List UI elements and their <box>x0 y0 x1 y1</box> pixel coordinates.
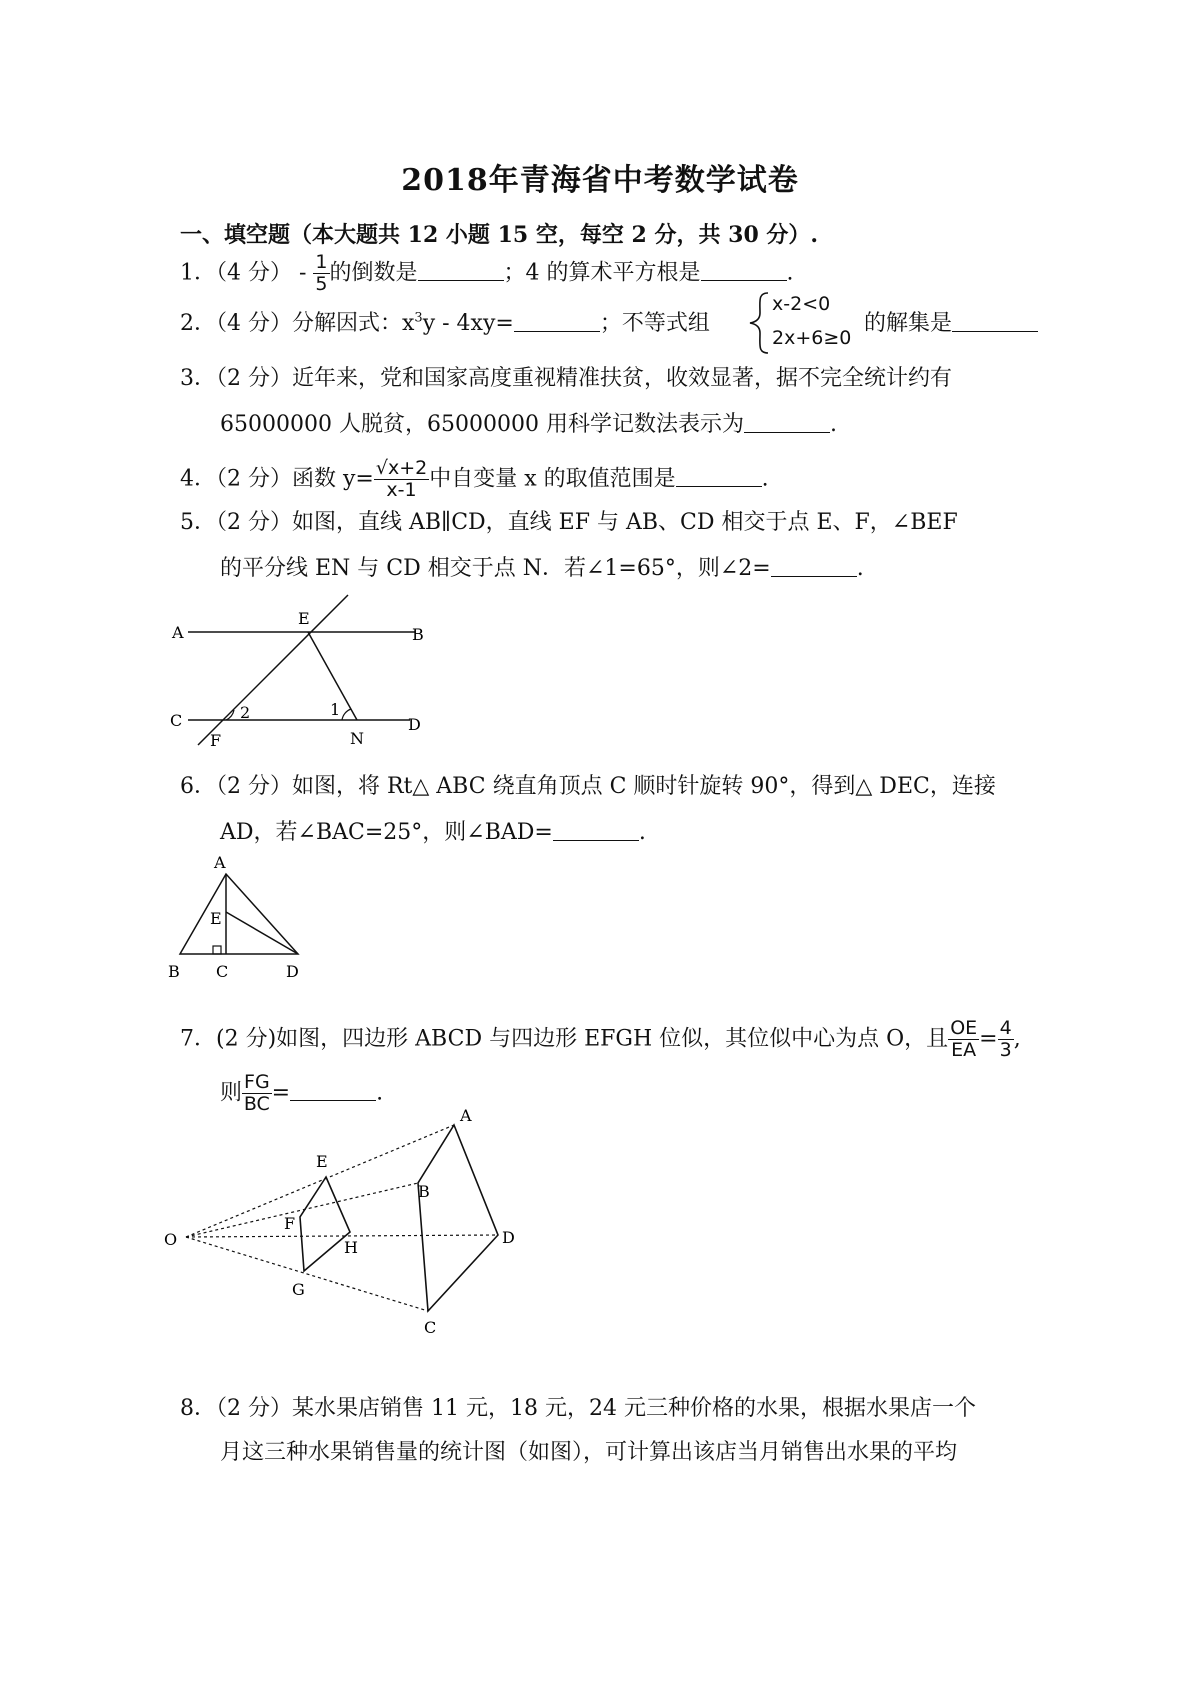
question-1: 1．（4 分） - $\frac{1}{5}$ 的倒数是 ；4 的算术平方根是 . <box>180 251 794 295</box>
question-3-line2: 65000000 人脱贫，65000000 用科学记数法表示为 . <box>220 412 837 437</box>
q1-fraction: $\frac{1}{5}$ <box>315 251 328 295</box>
inequality-2: 2x+6≥0 <box>772 327 852 349</box>
figure-q7 <box>160 1105 540 1345</box>
label-f: F <box>210 731 222 750</box>
answer-blank[interactable] <box>676 466 762 487</box>
figure-q6 <box>168 850 338 990</box>
label-a: A <box>460 1106 472 1125</box>
label-c: C <box>216 962 229 981</box>
answer-blank[interactable] <box>553 820 639 841</box>
label-c: C <box>170 711 183 730</box>
q7-fraction-oe-ea: $\frac{OE}{EA}$ <box>950 1017 978 1061</box>
inequality-1: x-2<0 <box>772 293 831 315</box>
label-b: B <box>418 1182 430 1201</box>
question-7-line2: 则 $\frac{FG}{BC}$ = . <box>220 1071 384 1115</box>
label-c: C <box>424 1318 437 1337</box>
label-a: A <box>214 853 226 872</box>
question-6-line2: AD，若∠BAC=25°，则∠BAD= . <box>220 820 646 845</box>
answer-blank[interactable] <box>701 260 787 281</box>
label-a: A <box>172 623 184 642</box>
label-d: D <box>408 715 421 734</box>
angle-1-arc <box>342 709 351 720</box>
label-g: G <box>292 1280 305 1299</box>
question-8-line2: 月这三种水果销售量的统计图（如图），可计算出该店当月销售出水果的平均 <box>220 1440 958 1465</box>
question-5-line1: 5．（2 分）如图，直线 AB∥CD，直线 EF 与 AB、CD 相交于点 E、F，∠BEF <box>180 510 958 535</box>
question-8-line1: 8．（2 分）某水果店销售 11 元，18 元，24 元三种价格的水果，根据水果店一个 <box>180 1396 976 1421</box>
question-4: 4．（2 分）函数 y= $\frac{√x+2}{x-1}$ 中自变量 x 的取值范围是 . <box>180 457 769 501</box>
q4-fraction: $\frac{√x+2}{x-1}$ <box>375 457 428 501</box>
line-ef <box>198 595 348 745</box>
question-2: 2．（4 分）分解因式：$x^3y - 4xy=$ ；不等式组 <box>180 310 710 336</box>
q2-end: 的解集是 <box>864 311 1038 335</box>
label-angle1: 1 <box>330 700 341 719</box>
q1-text2: ；4 的算术平方根是 <box>503 260 701 286</box>
q1-text: 的倒数是 <box>329 260 418 286</box>
question-3-line1: 3．（2 分）近年来，党和国家高度重视精准扶贫，收效显著，据不完全统计约有 <box>180 366 952 391</box>
label-n: N <box>350 729 364 748</box>
question-6-line1: 6．（2 分）如图，将 Rt△ ABC 绕直角顶点 C 顺时针旋转 90°，得到△ DEC，连接 <box>180 774 996 799</box>
label-o: O <box>164 1230 178 1249</box>
answer-blank[interactable] <box>771 556 857 577</box>
label-h: H <box>344 1238 358 1257</box>
label-d: D <box>286 962 299 981</box>
answer-blank[interactable] <box>514 311 600 332</box>
q1-prefix: 1．（4 分） - <box>180 260 307 286</box>
q7-fraction-4-3: $\frac{4}{3}$ <box>999 1017 1012 1061</box>
answer-blank[interactable] <box>744 412 830 433</box>
answer-blank[interactable] <box>290 1080 376 1101</box>
q7-fraction-fg-bc: $\frac{FG}{BC}$ <box>243 1071 270 1115</box>
question-5-line2: 的平分线 EN 与 CD 相交于点 N．若∠1=65°，则∠2= . <box>220 556 864 581</box>
label-e: E <box>298 609 310 628</box>
label-d: D <box>502 1228 515 1247</box>
label-b: B <box>168 962 180 981</box>
label-f: F <box>284 1214 296 1233</box>
question-7-line1: 7．(2 分)如图，四边形 ABCD 与四边形 EFGH 位似，其位似中心为点 O，且 $\frac{OE}{EA}$ = $\frac{4}{3}$ , <box>180 1017 1021 1061</box>
page-title: 2018年青海省中考数学试卷 <box>401 163 799 198</box>
label-e: E <box>316 1152 328 1171</box>
answer-blank[interactable] <box>952 311 1038 332</box>
answer-blank[interactable] <box>418 260 504 281</box>
label-b: B <box>412 625 424 644</box>
figure-q5 <box>170 590 460 750</box>
label-angle2: 2 <box>240 703 251 722</box>
section-heading: 一、填空题（本大题共 12 小题 15 空，每空 2 分，共 30 分）. <box>180 222 819 248</box>
label-e: E <box>210 909 222 928</box>
